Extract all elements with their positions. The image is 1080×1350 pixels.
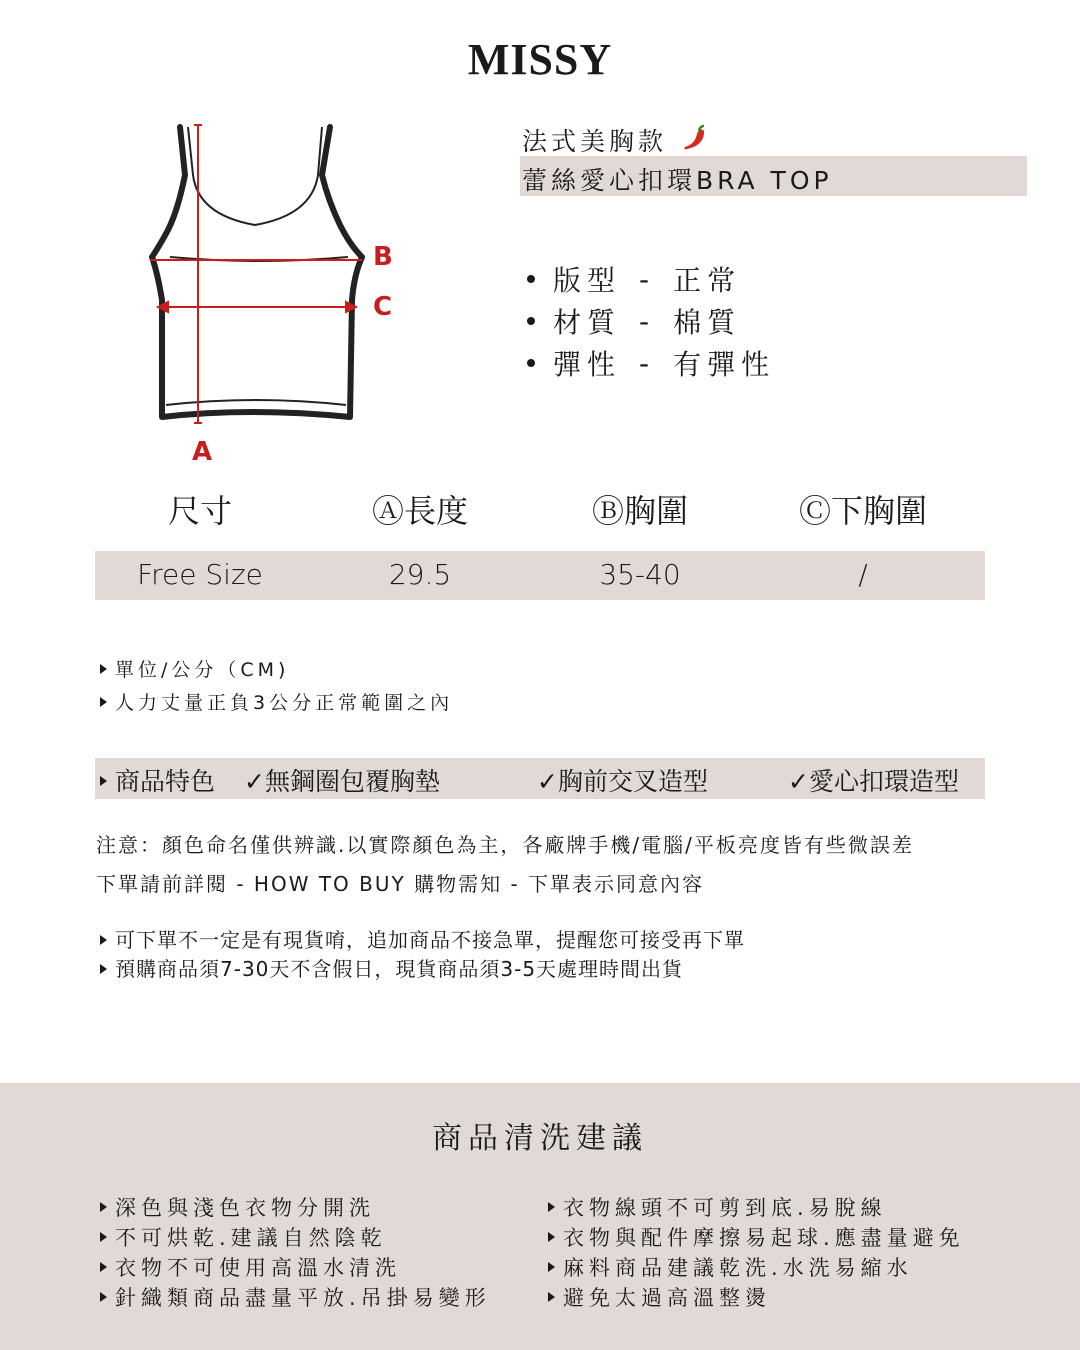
triangle-marker-icon (100, 1232, 107, 1242)
subtitle-text: 法式美胸款 (522, 127, 668, 156)
feature-item: ✓胸前交叉造型 (537, 767, 708, 796)
triangle-marker-icon (100, 935, 107, 945)
diagram-label-a: A (192, 437, 213, 467)
note-text: 單位/公分（CM) (115, 659, 290, 681)
care-item-text: 麻料商品建議乾洗.水洗易縮水 (563, 1256, 913, 1280)
size-value-underbust: / (858, 558, 868, 591)
size-header-size: 尺寸 (167, 492, 232, 530)
triangle-marker-icon (100, 1262, 107, 1272)
care-item-text: 衣物不可使用高溫水清洗 (115, 1256, 401, 1280)
size-header-bust: Ⓑ胸圍 (591, 492, 688, 530)
attribute-value: 有彈性 (673, 348, 776, 381)
tank-top-diagram (140, 115, 393, 475)
care-title: 商品清洗建議 (432, 1121, 648, 1156)
care-item (100, 1282, 491, 1312)
order-note (100, 924, 745, 953)
care-item-text: 深色與淺色衣物分開洗 (115, 1196, 375, 1220)
bullet-icon (527, 317, 535, 325)
triangle-marker-icon (100, 776, 107, 786)
triangle-marker-icon (548, 1202, 555, 1212)
triangle-marker-icon (548, 1292, 555, 1302)
attribute-value: 正常 (673, 264, 742, 297)
product-subtitle (522, 122, 709, 158)
care-item-text: 針織類商品盡量平放.吊掛易變形 (115, 1286, 491, 1310)
brand-logo: MISSY (467, 35, 613, 84)
care-list-left (100, 1192, 491, 1312)
attribute-separator: - (639, 304, 656, 338)
attribute-separator: - (639, 346, 656, 380)
care-item (100, 1252, 491, 1282)
triangle-marker-icon (100, 697, 107, 707)
caution-line: 注意：顏色命名僅供辨識.以實際顏色為主，各廠牌手機/電腦/平板亮度皆有些微誤差 (96, 833, 914, 857)
triangle-marker-icon (548, 1232, 555, 1242)
care-item (548, 1192, 965, 1222)
care-item-text: 衣物線頭不可剪到底.易脫線 (563, 1196, 887, 1220)
attribute-list (527, 258, 775, 384)
attribute-row (527, 258, 775, 300)
care-list-right (548, 1192, 965, 1312)
caution-line: 下單請前詳閱 - HOW TO BUY 購物需知 - 下單表示同意內容 (96, 872, 705, 896)
hem-seam (166, 400, 346, 405)
care-item-text: 衣物與配件摩擦易起球.應盡量避免 (563, 1226, 965, 1250)
care-item-text: 不可烘乾.建議自然陰乾 (115, 1226, 387, 1250)
chili-pepper-icon (679, 124, 709, 154)
attribute-row (527, 300, 775, 342)
size-value-bust: 35-40 (599, 558, 681, 591)
size-header-length: Ⓐ長度 (371, 492, 468, 530)
triangle-marker-icon (100, 664, 107, 674)
size-value-size: Free Size (137, 558, 263, 591)
product-title: 蕾絲愛心扣環BRA TOP (522, 166, 833, 195)
diagram-label-b: B (373, 242, 393, 272)
attribute-label: 版型 (553, 264, 622, 297)
triangle-marker-icon (100, 1202, 107, 1212)
feature-item: ✓愛心扣環造型 (788, 767, 959, 796)
triangle-marker-icon (100, 964, 107, 974)
triangle-marker-icon (100, 1292, 107, 1302)
note-unit (100, 655, 289, 682)
triangle-marker-icon (548, 1262, 555, 1272)
order-note (100, 953, 683, 982)
attribute-label: 彈性 (553, 348, 622, 381)
note-tolerance (100, 688, 453, 715)
neckline-inner (188, 127, 322, 225)
attribute-value: 棉質 (673, 306, 742, 339)
care-item (548, 1222, 965, 1252)
attribute-row (527, 342, 775, 384)
features-label-text: 商品特色 (115, 767, 216, 796)
size-header-underbust: Ⓒ下胸圍 (798, 492, 927, 530)
order-note-text: 可下單不一定是有現貨唷，追加商品不接急單，提醒您可接受再下單 (115, 928, 745, 952)
care-item (100, 1192, 491, 1222)
order-note-text: 預購商品須7-30天不含假日，現貨商品須3-5天處理時間出貨 (115, 957, 684, 981)
diagram-label-c: C (373, 292, 393, 322)
care-item-text: 避免太過高溫整燙 (563, 1286, 771, 1310)
care-item (548, 1252, 965, 1282)
size-value-length: 29.5 (388, 558, 452, 591)
care-item (100, 1222, 491, 1252)
features-label (100, 762, 215, 798)
note-text: 人力丈量正負3公分正常範圍之內 (115, 692, 454, 714)
attribute-label: 材質 (553, 306, 622, 339)
attribute-separator: - (639, 262, 656, 296)
care-item (548, 1282, 965, 1312)
bullet-icon (527, 359, 535, 367)
feature-item: ✓無鋼圈包覆胸墊 (244, 767, 440, 796)
tank-top-outline (152, 127, 362, 417)
bullet-icon (527, 275, 535, 283)
